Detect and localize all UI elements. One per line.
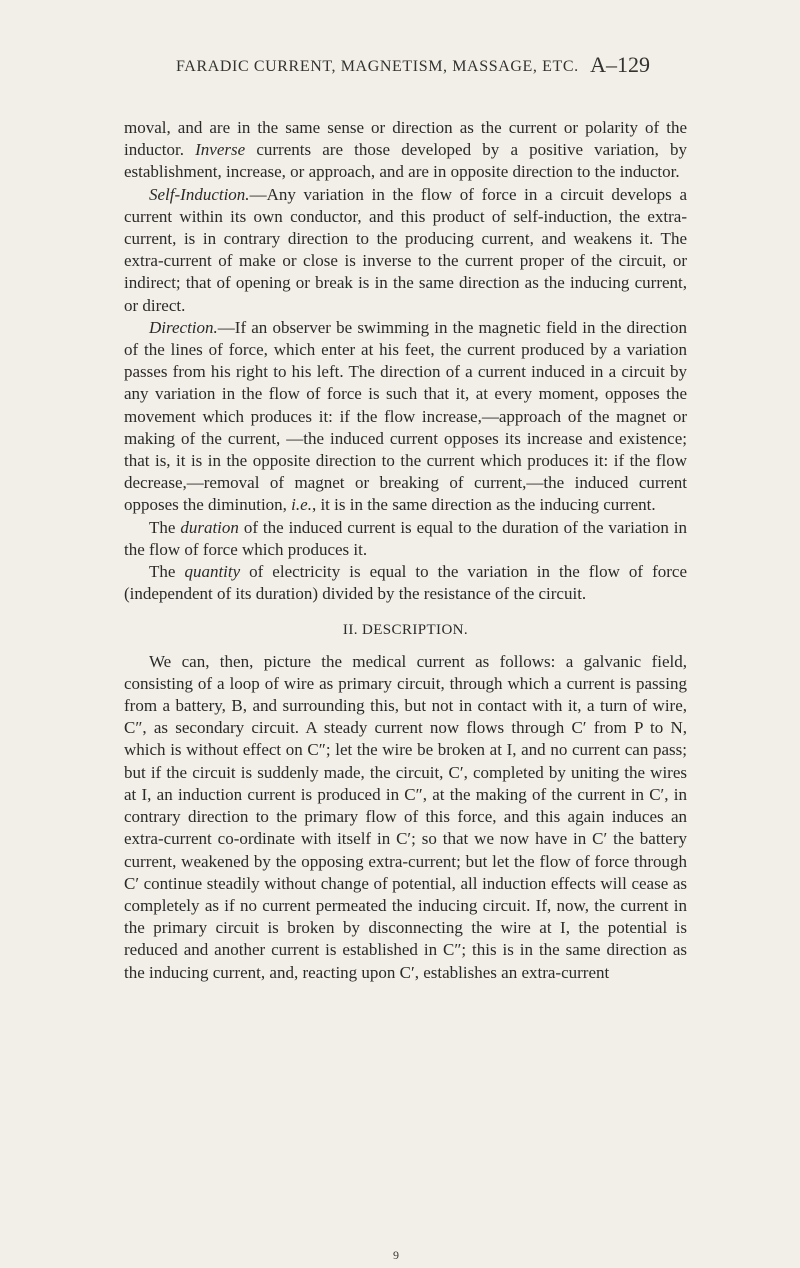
duration-text: of the induced current is equal to the duration of the variation in the flow of force which produces it. xyxy=(124,517,687,559)
paragraph-1 xyxy=(124,117,687,184)
signature-mark: 9 xyxy=(393,1248,399,1262)
running-head xyxy=(176,52,650,77)
paragraph-1-term: Inverse xyxy=(195,140,246,160)
paragraph-direction xyxy=(124,317,687,517)
self-induction-heading: Self-Induction. xyxy=(149,184,250,204)
body-text xyxy=(124,117,687,984)
self-induction-text: —Any variation in the flow of force in a circuit develops a current within its own conductor, and this product of self-induction, the extra-current, is in contrary direction to the producing current, and weakens it. The extra-current of make or close is inverse to the current proper of the circuit, or indirect; that of opening or break is in the same direction as the inducing current, or direct. xyxy=(124,184,687,315)
duration-lead: The xyxy=(149,517,181,537)
paragraph-1-rest: currents are those developed by a positive variation, by establishment, increase, or approach, and are in opposite direction to the inductor. xyxy=(124,140,687,182)
direction-text: —If an observer be swimming in the magnetic field in the direction of the lines of force, which enter at his feet, the current produced by a variation passes from his right to his left. The direction of a current induced in a circuit by any variation in the flow of force is such that it, at every moment, opposes the movement which produces it: if the flow increase,—approach of the magnet or making of the current, —the induced current opposes its increase and existence; that is, it is in the opposite direction to the current which produces it: if the flow decrease,—removal of magnet or breaking of current,—the induced current opposes the diminution, xyxy=(124,317,687,515)
quantity-lead: The xyxy=(149,562,185,582)
direction-heading: Direction. xyxy=(149,317,218,337)
quantity-text: of electricity is equal to the variation in the flow of force (independent of its duration) divided by the resistance of the circuit. xyxy=(124,562,687,604)
direction-text-end: , it is in the same direction as the inducing current. xyxy=(311,495,656,515)
paragraph-description: We can, then, picture the medical current as follows: a galvanic field, consisting of a loop of wire as primary circuit, through which a current is passing from a battery, B, and surrounding this, but not in contact with it, a turn of wire, C″, as secondary circuit. A steady current now flows through C′ from P to N, which is without effect on C″; let the wire be broken at I, and no current can pass; but if the circuit is suddenly made, the circuit, C′, completed by uniting the wires at I, an induction current is produced in C″, at the making of the current in C′, in contrary direction to the primary flow of this force, and this again induces an extra-current co-ordinate with itself in C′; so that we now have in C′ the battery current, weakened by the opposing extra-current; but let the flow of force through C′ continue steadily without change of potential, all induction effects will cease as completely as if no current permeated the inducing circuit. If, now, the current in the primary circuit is broken by disconnecting the wire at I, the potential is reduced and another current is established in C″; this is in the same direction as the inducing current, and, reacting upon C′, establishes an extra-current xyxy=(124,651,687,982)
quantity-term: quantity xyxy=(184,562,241,582)
duration-term: duration xyxy=(180,517,239,537)
direction-ie: i.e. xyxy=(291,495,312,515)
paragraph-1-text: moval, and are in the same sense or direction as the current or polarity of the inductor. xyxy=(124,118,687,160)
paragraph-quantity xyxy=(124,561,687,605)
page-number: A–129 xyxy=(590,52,650,77)
paragraph-duration xyxy=(124,517,687,561)
running-head-title: FARADIC CURRENT, MAGNETISM, MASSAGE, ETC. xyxy=(176,58,579,75)
paragraph-self-induction xyxy=(124,184,687,317)
section-heading: II. DESCRIPTION. xyxy=(342,622,469,639)
